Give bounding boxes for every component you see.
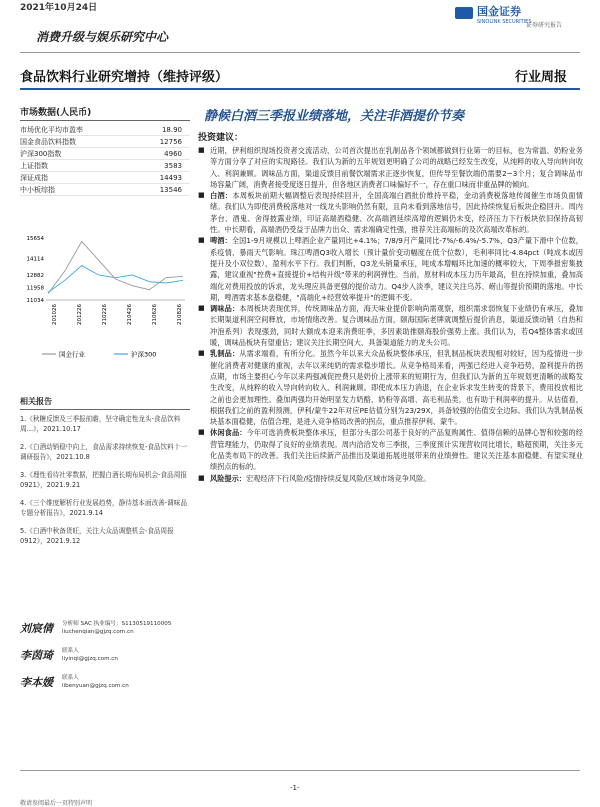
x-tick-label: 210626: [152, 304, 158, 325]
bullet-text: [210, 235, 583, 303]
market-row: [20, 148, 190, 160]
market-label: 国金食品饮料指数: [20, 138, 76, 146]
advice-bullet: [198, 303, 583, 348]
analyst-email[interactable]: liyinqi@gjzq.com.cn: [62, 656, 118, 662]
report-tag: 行业周报: [515, 70, 568, 85]
analyst-name: 李本媛: [20, 676, 53, 689]
related-report-item[interactable]: 3.《理性看待社零数据，把握白酒长期布局机会-食品周报0921》，2021.9.21: [20, 471, 187, 489]
x-tick-label: 201226: [77, 304, 83, 325]
market-label: 市场优化平均市盈率: [20, 126, 83, 134]
brand-name-en: SINOLINK SECURITIES: [477, 19, 532, 25]
related-report-item[interactable]: 1.《秋糖反馈及三季报前瞻，坚守确定性龙头-食品饮料周…》，2021.10.17: [20, 415, 181, 433]
advice-bullet: [198, 145, 583, 190]
market-label: 中小板综指: [20, 186, 55, 194]
page-number: -1-: [290, 784, 300, 792]
bullet-icon: ■: [198, 428, 205, 437]
market-row: [20, 136, 190, 148]
bullet-lead: 调味品：: [210, 304, 240, 314]
y-tick-label: 12882: [26, 273, 44, 280]
analyst: [20, 620, 200, 639]
market-value: 14493: [159, 174, 182, 182]
bullet-body: 近期，伊利组织现场投资者交流活动，公司首次提出在乳制品各个领域都做到行业第一的目标，也为常温、奶粉业务等方面分享了对应的实现路径。我们认为新的五年规划更明确了公司的战略已经发生改变，从纯粹的收入导向转向收入、利润兼顾。调味品方面，渠道反馈目前餐饮端需求正逐步恢复，但传导至餐饮端仍需要2~3个月；复合调味品市场容量广阔，消费者接受度逐日提升，但各地区消费者口味偏好不一，存在重口味而非重品牌的倾向。: [210, 146, 583, 189]
bullet-text: [210, 190, 583, 235]
bullet-icon: ■: [198, 146, 205, 154]
analyst-info: [62, 647, 118, 663]
market-data-panel: [20, 105, 190, 196]
x-tick-label: 210826: [177, 304, 183, 325]
bullet-body: 宏观经济下行风险/疫情持续反复风险/区域市场竞争风险。: [245, 473, 431, 483]
bullet-lead: 啤酒：: [210, 236, 232, 246]
analyst-role: 联系人: [62, 648, 79, 654]
analyst-role: 分析师 SAC 执业编号：S1130519110005: [62, 621, 172, 627]
advice-bullet: [198, 473, 583, 484]
disclaimer: 敬请参阅最后一页特别声明: [20, 800, 93, 807]
bullet-icon: ■: [198, 349, 205, 358]
divider: [20, 770, 580, 771]
x-tick-label: 210226: [102, 304, 108, 325]
brand-logo: [455, 0, 532, 25]
bullet-lead: 乳制品：: [210, 349, 240, 359]
market-row: [20, 184, 190, 196]
bullet-body: 从需求端看，有所分化。虽然今年以来大众品板块整体承压，但乳制品板块表现相对较好，因为疫情进一步催化消费者对健康的重视，去年以来纯奶的需求稳步增长。从竞争格局来看，两强已经进入竞争趋势，盈利提升的拐点期，市场主要担心今年以来两强减促控费只是奶价上涨带来的短期行为，但我们认为新的五年规划更清晰的战略发生改变，从纯粹的收入导向转向收入、利润兼顾。即使成本压力消退，在企业诉求发生转变的背景下，费用投放相比之前也会更加理性。叠加两强均开始明显发力奶酪、奶粉等高增、高毛利品类，也有助于利润率的提升。从估值看，根据我们之前的盈利预测，伊利/蒙牛22年对应PE估值分别为23/29X，具备较强的估值安全边际。我们认为乳制品板块基本面稳健，估值合理，是进入竞争格局改善的拐点，重点推荐伊利、蒙牛。: [210, 349, 583, 427]
brand-name: 国金证券: [477, 5, 521, 18]
analyst-role: 联系人: [62, 675, 79, 681]
analyst-email[interactable]: libenyuan@gjzq.com.cn: [62, 683, 129, 689]
x-tick-label: 201026: [52, 304, 58, 325]
bullet-lead: 休闲食品：: [210, 428, 247, 438]
market-label: 沪深300指数: [20, 150, 62, 158]
analyst: [20, 647, 200, 666]
analyst-info: [62, 620, 171, 636]
related-reports: [20, 396, 190, 554]
report-kind: 证券研究报告: [526, 22, 563, 29]
brand-logo-icon: [455, 7, 473, 19]
related-report-item[interactable]: 5.《白酒中秋备货旺，关注大众品调整机会-食品周报0912》，2021.9.12: [20, 527, 174, 545]
analyst-info: [62, 674, 129, 690]
market-value: 4960: [164, 150, 182, 158]
legend-label: 国金行业: [59, 350, 85, 359]
bullet-text: [210, 427, 583, 472]
index-chart: [20, 226, 195, 376]
x-tick-label: 210426: [127, 304, 133, 325]
series-line-0: [48, 241, 183, 293]
market-value: 13546: [159, 186, 182, 194]
legend-label: 沪深300: [131, 350, 157, 359]
headline: 静候白酒三季报业绩落地，关注非酒提价节奏: [204, 109, 465, 124]
bullet-lead: 白酒：: [210, 191, 233, 201]
y-tick-label: 15654: [26, 236, 44, 242]
y-tick-label: 11034: [26, 298, 44, 304]
bullet-body: 今年可选消费板块整体承压，但部分头部公司基于良好的产品复购属性、值得信赖的品牌心智和较强的经营管理能力，仍取得了良好的业绩表现。周内洽洽发布三季报，三季度预计实现营收同比增长，略超预期，关注多元化品类布局下的改善。我们关注后续新产品推出及渠道拓展进展带来的业绩弹性。建议关注基本面稳健、有望实现业绩拐点的标的。: [210, 428, 583, 472]
market-value: 18.90: [161, 126, 182, 134]
market-label: 上证指数: [20, 162, 48, 170]
investment-advice-title: 投资建议：: [198, 133, 244, 143]
main-content: [198, 105, 583, 484]
analyst-name: 李茵琦: [20, 649, 53, 662]
bullet-text: [210, 145, 583, 190]
analyst-list: [20, 620, 200, 701]
bullet-text: [210, 473, 431, 484]
analyst: [20, 674, 200, 693]
related-reports-title: 相关报告: [20, 396, 190, 410]
bullet-lead: 风险提示：: [210, 473, 246, 483]
research-center: 消费升级与娱乐研究中心: [36, 30, 169, 44]
market-data-title: 市场数据(人民币): [20, 105, 190, 121]
market-row: [20, 124, 190, 136]
market-label: 深证成指: [20, 174, 48, 182]
market-value: 12756: [159, 138, 182, 146]
market-value: 3583: [164, 162, 182, 170]
divider: [20, 52, 580, 53]
y-tick-label: 11958: [26, 285, 44, 292]
bullet-body: 本周板块表现优异，传统调味品方面，海天味业提价影响尚需观察，组织需求弱恢复下业绩仍有承压，叠加长期渠道利润空间释放，市场情绪改善。复合调味品方面，颐海国际老牌就调整后提价消息，渠道反馈动销（自热和冲泡系列）表现强劲，同时大额成本迎来消费旺季，多因素助推颐海股价强势上涨。我们认为，若Q4整体需求或回暖，调味品板块有望重估；建议关注长期空间大、具备渠道能力的龙头公司。: [210, 304, 583, 348]
advice-bullet: [198, 235, 583, 303]
related-report-item[interactable]: 4.《三个维度解析行业发展趋势，静待基本面改善-调味品专题分析报告》，2021.9.14: [20, 499, 187, 517]
bullet-body: 本周板块前期大幅调整后表现持续回升，全国高端白酒批价维持平稳，金动消费税落地传闻催生市场负面情绪。我们认为即使消费税落地对一线龙头影响仍然有限，且尚未看到落地信号，因此持续恢复后板块企稳回升。周内茅台、酒鬼、舍得披露业绩，印证高端酒稳健、次高端酒延续高增的逻辑仍未变，经济压力下行板块依旧保持高韧性。中长期看，高端酒仍受益于品牌力出众、需求端确定性强，推荐关注高端标的及次高端改革标的。: [210, 191, 583, 235]
related-report-item[interactable]: 2.《白酒动销稳中向上，食品需求持续恢复-食品饮料十一调研报告》，2021.10.8: [20, 443, 187, 461]
divider: [20, 88, 580, 90]
advice-bullet: [198, 190, 583, 235]
bullet-body: 全国1-9月规模以上啤酒企业产量同比+4.1%；7/8/9月产量同比-7%/-6.4%/-5.7%，Q3产量下滑中个位数，系疫情、暴雨天气影响。珠江啤酒Q3收入增长（预计量价变动幅度在低个位数），毛利率同比-4.84pct（吨成本或因提升及小双位数），盈利水平下行。我们判断，Q3龙头销量承压，吨成本增幅环比加速的概率较大，下周季报密集披露，建议重视"控费+直接提价+结构升级"带来的利润弹性。当前，原材料成本压力历年最高，但在持续加重，叠加高端化对费用投放的诉求，龙头理应具备更强的提价动力。Q4步入淡季，建议关注乌苏、崂山等提价预期的落地。中长期，啤酒需求基本盘稳健，"高端化+经营效率提升"的逻辑不变。: [210, 236, 583, 302]
market-row: [20, 172, 190, 184]
bullet-icon: ■: [198, 236, 205, 245]
bullet-icon: ■: [198, 191, 205, 200]
bullet-text: [210, 303, 583, 348]
bullet-icon: ■: [198, 473, 205, 482]
market-row: [20, 160, 190, 172]
analyst-email[interactable]: liuchenqian@gjzq.com.cn: [62, 629, 134, 635]
report-title: 食品饮料行业研究增持（维持评级）: [20, 70, 229, 85]
advice-bullet: [198, 427, 583, 472]
report-date: 2021年10月24日: [20, 3, 98, 13]
bullet-text: [210, 348, 583, 427]
analyst-name: 刘宸倩: [20, 622, 53, 635]
advice-bullet: [198, 348, 583, 427]
y-tick-label: 14114: [26, 256, 44, 263]
bullet-icon: ■: [198, 304, 205, 313]
